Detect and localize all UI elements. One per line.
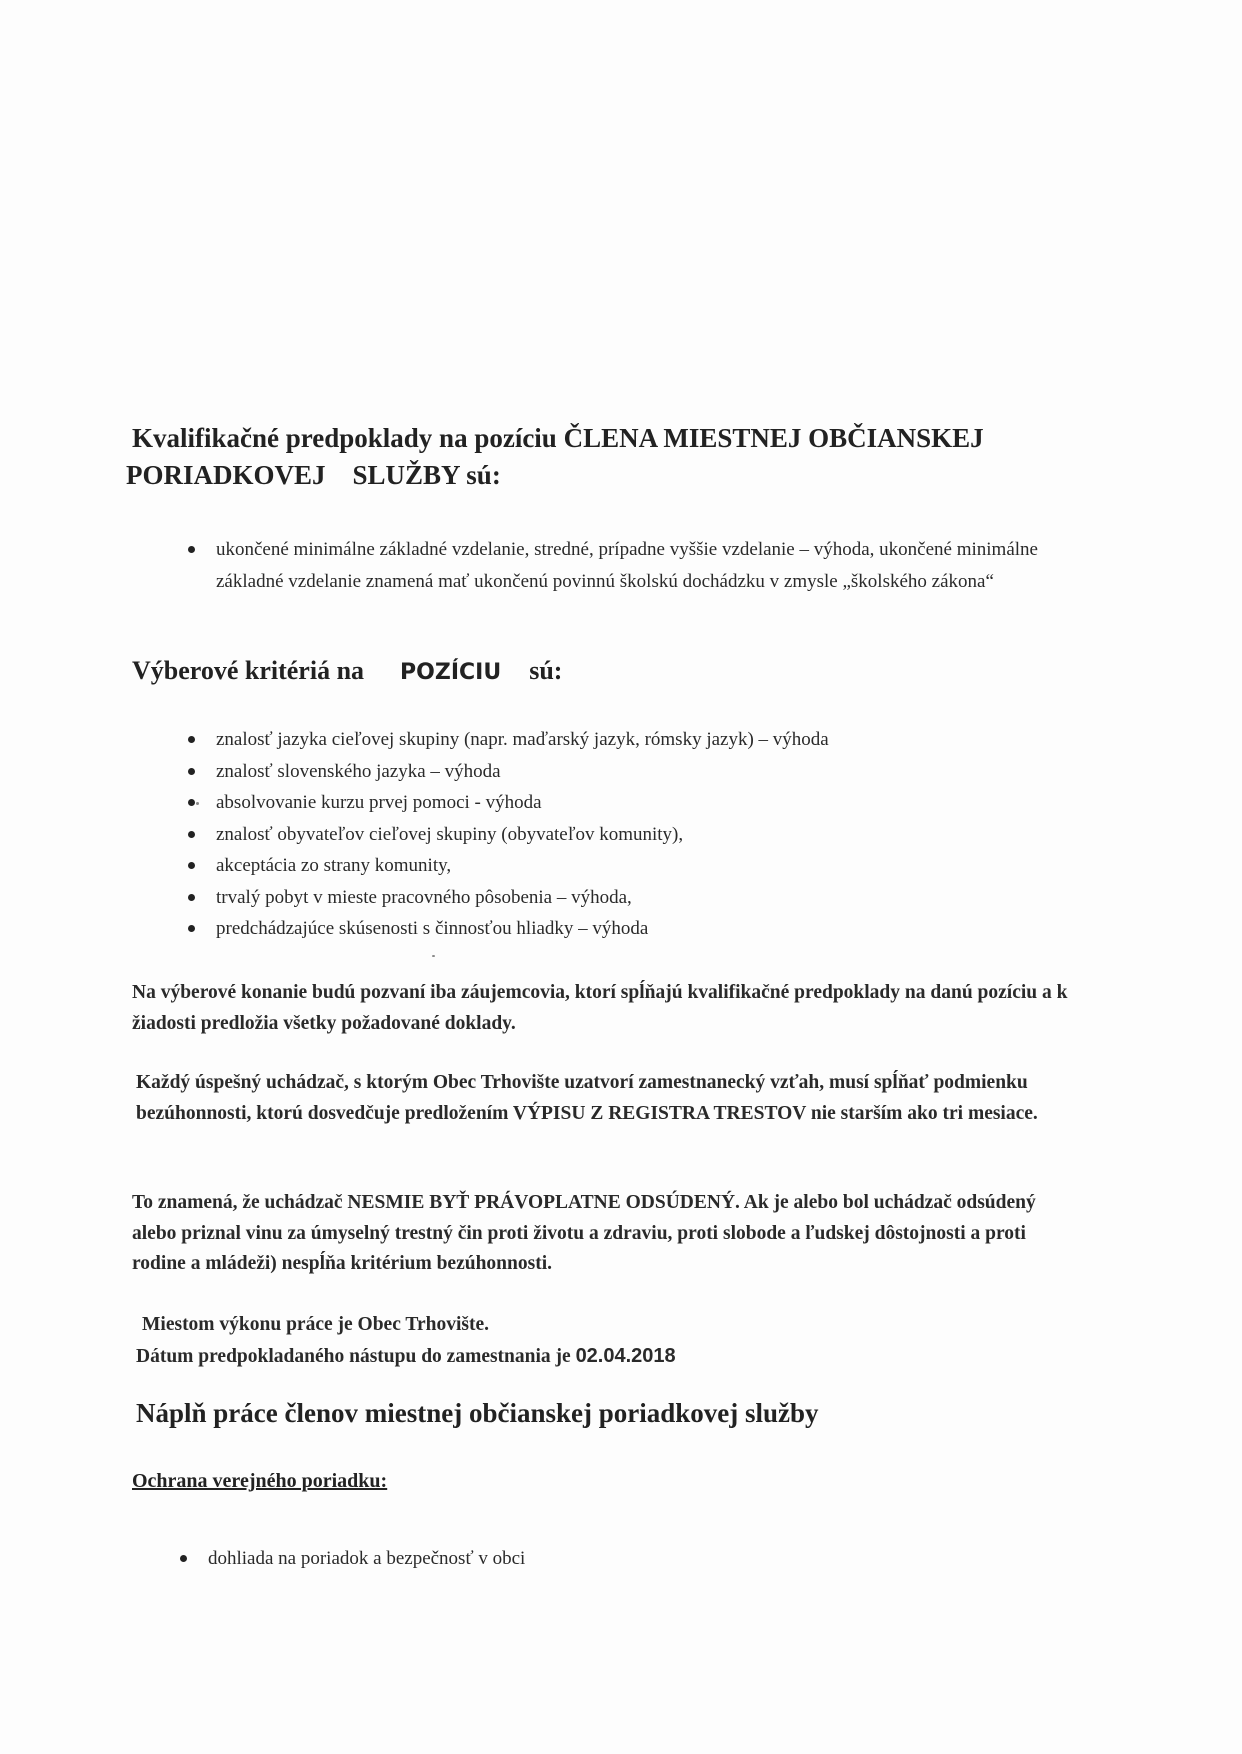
- integrity-requirement-paragraph: Každý úspešný uchádzač, s ktorým Obec Trhovište uzatvorí zamestnanecký vzťah, musí spĺňať podmienku bezúhonnosti, ktorú dosvedčuje predložením VÝPISU Z REGISTRA TRESTOV nie starším ako tri mesiace.: [136, 1072, 1038, 1124]
- qualifications-heading-line1: Kvalifikačné predpoklady na pozíciu ČLENA MIESTNEJ OBČIANSKEJ: [132, 423, 984, 453]
- integrity-explanation-paragraph: To znamená, že uchádzač NESMIE BYŤ PRÁVOPLATNE ODSÚDENÝ. Ak je alebo bol uchádzač odsúdený alebo priznal vinu za úmyselný trestný čin proti životu a zdraviu, proti slobode a ľudskej dôstojnosti a proti rodine a mládeži) nespĺňa kritérium bezúhonnosti.: [132, 1192, 1036, 1274]
- qualifications-heading-line2: PORIADKOVEJ SLUŽBY sú:: [126, 460, 501, 490]
- start-date-label: Dátum predpokladaného nástupu do zamestnania je: [136, 1345, 571, 1367]
- invitation-paragraph: Na výberové konanie budú pozvaní iba záujemcovia, ktorí spĺňajú kvalifikačné predpoklady na danú pozíciu a k žiadosti predložia všetky požadované doklady.: [132, 982, 1068, 1034]
- criteria-heading-suffix: sú:: [529, 656, 563, 685]
- list-item: trvalý pobyt v mieste pracovného pôsobenia – výhoda,: [180, 882, 1040, 914]
- start-date-line: [136, 1341, 1086, 1373]
- criteria-heading-text: Výberové kritériá na: [132, 656, 365, 685]
- list-item: ukončené minimálne základné vzdelanie, stredné, prípadne vyššie vzdelanie – výhoda, ukončené minimálne základné vzdelanie znamená mať ukončenú povinnú školskú dochádzku v zmysle „školského zákona“: [180, 534, 1040, 597]
- duties-subheading: Ochrana verejného poriadku:: [132, 1470, 388, 1492]
- criteria-list: [180, 724, 1040, 945]
- qualifications-heading: [126, 420, 1112, 494]
- criteria-heading: [132, 656, 562, 686]
- scan-speck: [432, 955, 435, 957]
- list-item: znalosť slovenského jazyka – výhoda: [180, 756, 1040, 788]
- criteria-heading-position: POZÍCIU: [400, 660, 502, 685]
- list-item: dohliada na poriadok a bezpečnosť v obci: [172, 1543, 972, 1575]
- list-item: znalosť obyvateľov cieľovej skupiny (obyvateľov komunity),: [180, 819, 1040, 851]
- workplace-paragraph: [136, 1310, 1086, 1372]
- list-item: predchádzajúce skúsenosti s činnosťou hliadky – výhoda: [180, 913, 1040, 945]
- qualifications-list: [180, 534, 1040, 597]
- scan-speck: [196, 802, 199, 805]
- duties-heading: Náplň práce členov miestnej občianskej poriadkovej služby: [136, 1398, 819, 1428]
- workplace-line: Miestom výkonu práce je Obec Trhovište.: [142, 1314, 489, 1335]
- list-item: absolvovanie kurzu prvej pomoci - výhoda: [180, 787, 1040, 819]
- list-item: znalosť jazyka cieľovej skupiny (napr. maďarský jazyk, rómsky jazyk) – výhoda: [180, 724, 1040, 756]
- duties-list: [172, 1543, 972, 1575]
- list-item: akceptácia zo strany komunity,: [180, 850, 1040, 882]
- start-date-value: 02.04.2018: [575, 1344, 676, 1367]
